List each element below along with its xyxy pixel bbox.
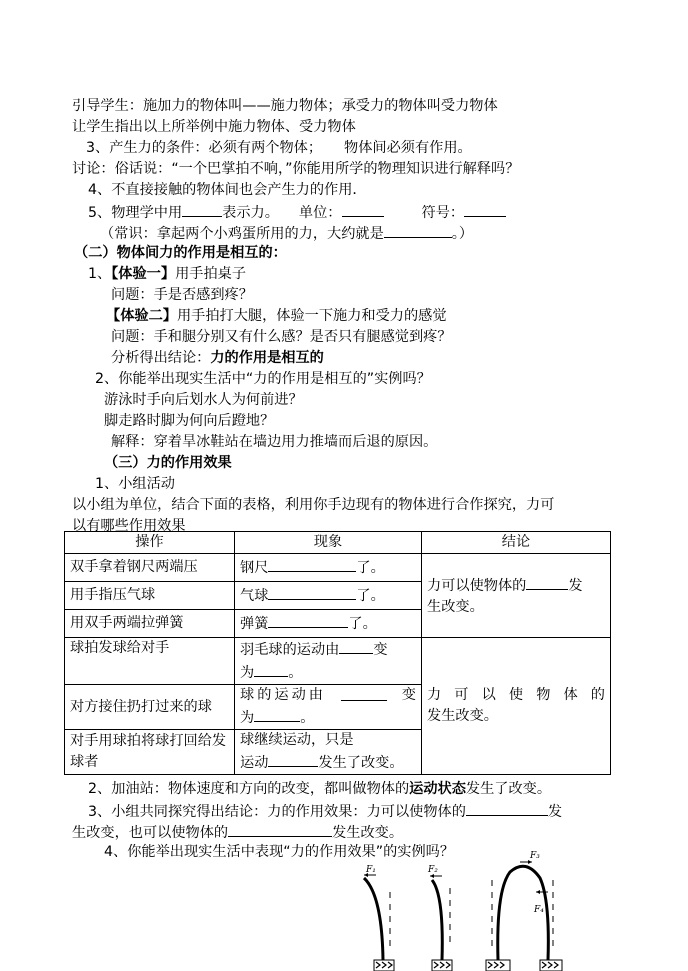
blank-field[interactable] [268,556,356,572]
force-label: F₂ [428,865,438,875]
blank-field[interactable] [339,638,373,654]
question-4-line: 4、你能举出现实生活中表现“力的作用效果”的实例吗？ [104,844,455,860]
conclusion-cell [422,554,611,638]
example-line: 游泳时手向后划水人为何前进？ [104,392,303,408]
guide-line: 引导学生：施加力的物体叫——施力物体；承受力的物体叫受力物体 [72,98,498,114]
conclusion-text: 力可以使物体的 [427,687,605,703]
phenomenon-text: 了。 [348,616,377,632]
phenomenon-text: 为 [240,665,255,681]
blank-field[interactable] [228,821,332,837]
operation-cell: 双手拿着钢尺两端压 [65,554,235,582]
unit-label: 单位： [298,205,342,221]
condition-line [86,138,472,159]
phenomenon-cell [235,554,422,582]
common-sense-text: （常识：拿起两个小鸡蛋所用的力，大约就是 [100,226,384,242]
force-label: F₄ [534,905,544,915]
common-sense-line [100,222,473,245]
condition-text: 物体间必须有作用。 [344,140,472,156]
blank-field[interactable] [342,201,384,217]
phenomenon-text: 。 [300,710,315,726]
force-label: F₃ [530,851,540,861]
question-line: 问题：手是否感到疼？ [111,287,253,303]
rod-figure-2 [430,874,452,971]
explanation-line: 解释：穿着旱冰鞋站在墙边用力推墙而后退的原因。 [111,434,438,450]
tip-text: 2、加油站：物体速度和方向的改变，都叫做物体的 [88,781,410,797]
phenomenon-cell [235,730,422,775]
table-header: 现象 [235,532,422,554]
blank-field[interactable] [254,706,300,722]
experience-text: 用手拍打大腿，体验一下施力和受力的感觉 [176,308,447,324]
blank-field[interactable] [268,584,356,600]
conclusion-label: 分析得出结论： [111,350,211,366]
experience-label: 【体验一】 [111,266,176,282]
conclusion-text: 力可以使物体的 [427,577,527,594]
point-5-text: 5、物理学中用 [88,205,183,221]
phenomenon-text: 为 [240,710,255,726]
phenomenon-cell [235,685,422,730]
phenomenon-text: 球的运动由 [240,687,326,703]
phenomenon-text: 弹簧 [240,616,269,632]
tip-line [88,779,551,800]
operation-cell: 用手指压气球 [65,582,235,610]
blank-field[interactable] [464,201,506,217]
conclusion-3-line [72,821,403,844]
rod-figure-1 [364,873,394,971]
phenomenon-text: 变 [373,642,388,658]
phenomenon-text: 气球 [240,588,269,604]
phenomenon-cell [235,582,422,610]
conclusion-3-text: 发 [547,804,563,820]
point-5 [88,201,506,224]
phenomenon-text: 变 [401,687,416,703]
discussion-line: 讨论：俗话说：“一个巴掌拍不响，”你能用所学的物理知识进行解释吗？ [72,161,520,177]
conclusion-3-line [88,800,562,823]
symbol-label: 符号： [421,205,465,221]
phenomenon-text: 了。 [356,588,385,604]
conclusion-3-text: 3、小组共同探究得出结论：力的作用效果：力可以使物体的 [88,804,466,820]
phenomenon-cell [235,610,422,638]
example-line: 脚走路时脚为何向后蹬地？ [104,413,275,429]
bending-rods-figure [350,850,590,971]
guide-line: 让学生指出以上所举例中施力物体、受力物体 [72,119,356,135]
rod-figure-3 [486,860,562,971]
activity-text: 以有哪些作用效果 [72,518,186,534]
blank-field[interactable] [341,685,387,701]
operation-cell: 对方接住扔打过来的球 [65,685,235,730]
question-line: 问题：手和腿分别又有什么感？是否只有腿感觉到疼？ [111,329,452,345]
blank-field[interactable] [526,574,568,590]
conclusion-3-text: 发生改变。 [332,825,404,841]
activity-text: 以小组为单位，结合下面的表格，利用你手边现有的物体进行合作探究，力可 [72,497,555,513]
conclusion-bold: 力的作用是相互的 [210,350,324,366]
phenomenon-text: 球继续运动，只是 [240,732,354,748]
table-header: 操作 [65,532,235,554]
table-header: 结论 [422,532,611,554]
conclusion-text: 发 [568,577,583,594]
force-label: F₁ [366,865,376,875]
blank-field[interactable] [254,661,288,677]
phenomenon-cell [235,638,422,685]
phenomenon-text: 发生了改变。 [318,755,404,771]
phenomenon-text: 钢尺 [240,560,269,576]
blank-field[interactable] [268,612,348,628]
common-sense-text: 。） [451,226,474,242]
blank-field[interactable] [182,201,222,217]
phenomenon-text: 羽毛球的运动由 [240,642,340,658]
condition-text: 3、产生力的条件：必须有两个物体； [86,140,323,156]
experience-text: 用手拍桌子 [175,266,247,282]
table-row [65,554,611,582]
conclusion-cell [422,638,611,775]
blank-field[interactable] [466,800,548,816]
phenomenon-text: 了。 [356,560,385,576]
conclusion-text: 生改变。 [427,598,484,615]
experiment-table [64,531,611,775]
point-5-text: 表示力。 [222,205,279,221]
conclusion-line [111,348,324,369]
activity-heading: 1、小组活动 [95,476,175,492]
operation-cell: 对手用球拍将球打回给发球者 [65,730,235,775]
section-2-heading: （二）物体间力的作用是相互的： [74,245,287,261]
experience-1 [88,264,246,285]
tip-bold: 运动状态 [409,781,466,797]
blank-field[interactable] [384,222,452,238]
question-line: 2、你能举出现实生活中“力的作用是相互的”实例吗？ [95,371,431,387]
conclusion-text: 发生改变。 [427,708,498,724]
item-number: 1、 [88,266,112,282]
blank-field[interactable] [268,751,318,767]
phenomenon-text: 运动 [240,755,269,771]
conclusion-3-text: 生改变，也可以使物体的 [72,825,229,841]
table-header-row [65,532,611,554]
experience-label: 【体验二】 [106,308,177,324]
experience-2 [106,306,447,327]
operation-cell: 球拍发球给对手 [65,638,235,685]
table-row [65,638,611,685]
phenomenon-text: 。 [288,665,303,681]
point-4: 4、不直接接触的物体间也会产生力的作用． [88,182,367,198]
operation-cell: 用双手两端拉弹簧 [65,610,235,638]
section-3-heading: （三）力的作用效果 [104,455,232,471]
tip-text: 发生了改变。 [465,781,552,797]
